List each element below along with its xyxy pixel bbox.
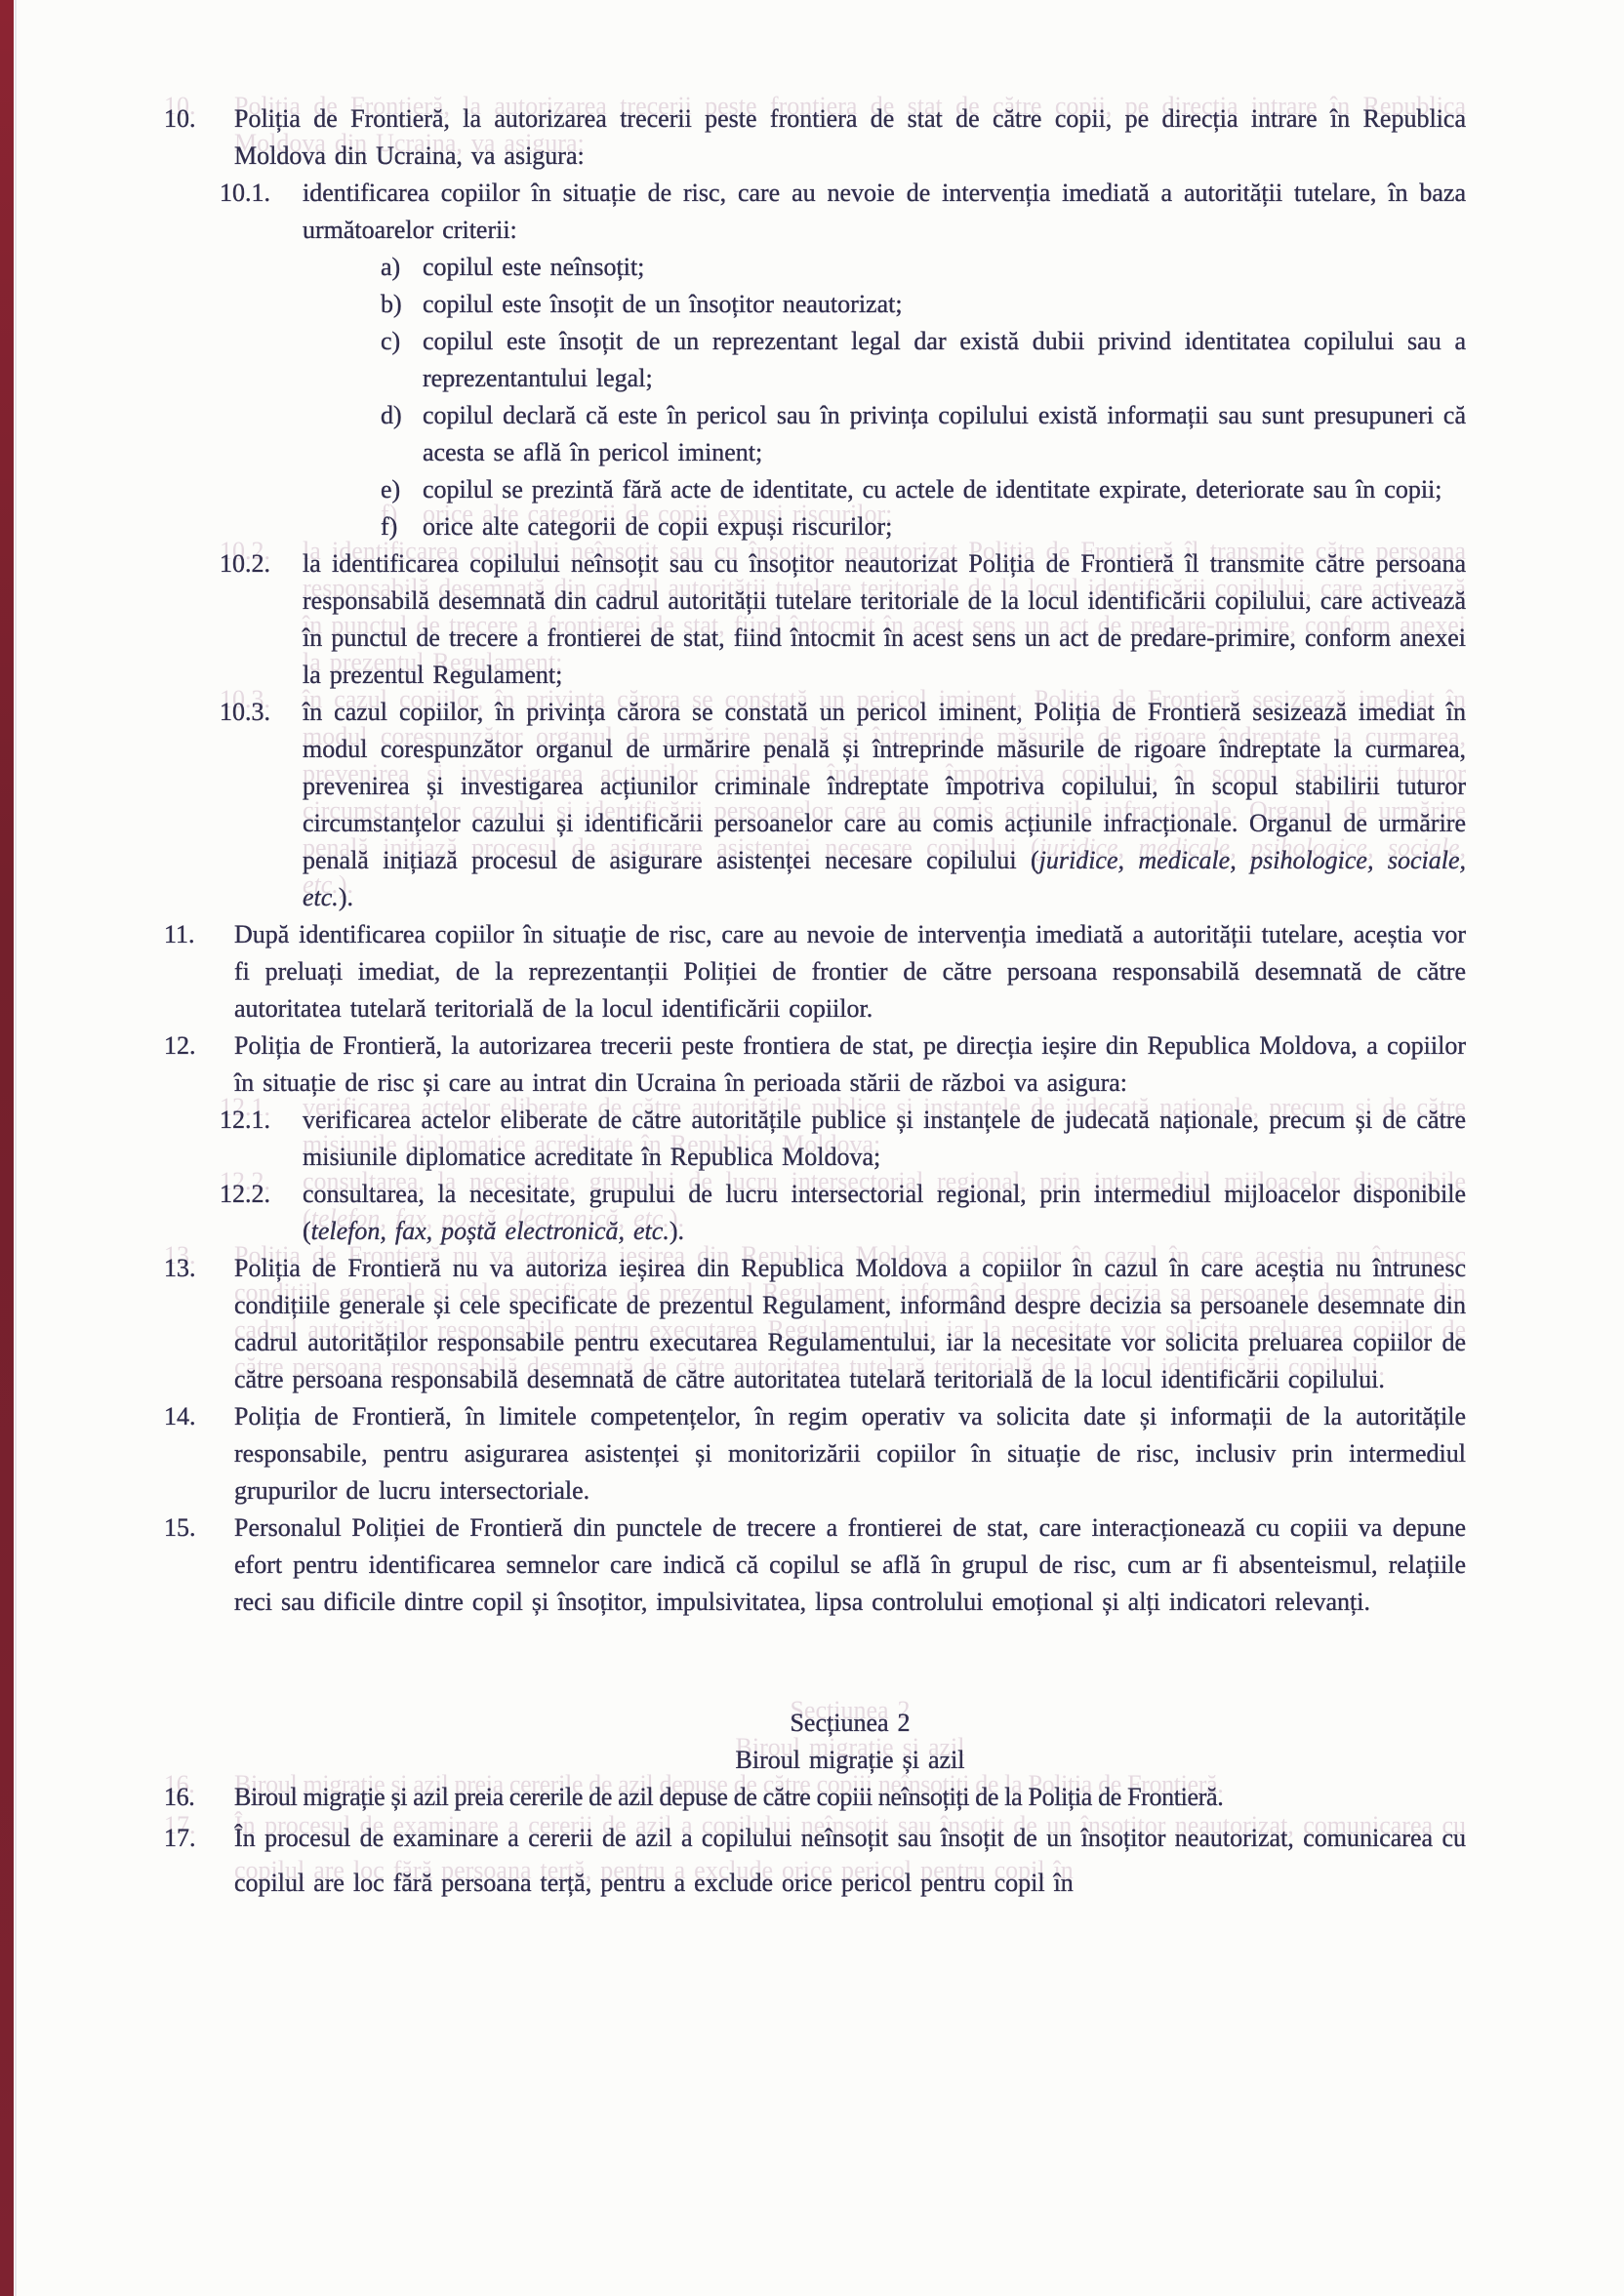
- list-item: [0, 508, 1624, 545]
- list-item: [0, 101, 1624, 175]
- item-text-part: consultarea, la necesitate, grupului de lucru intersectorial regional, prin intermediul mijloacelor disponibile (: [303, 1180, 1466, 1245]
- item-number: 16.: [164, 1783, 195, 1811]
- item-text-part: ).: [669, 1217, 684, 1245]
- item-text: verificarea actelor eliberate de către autoritățile publice și instanțele de judecată naționale, precum și de către misiunile diplomatice acreditate în Republica Moldova;: [303, 1106, 1466, 1171]
- item-number: b): [381, 290, 402, 318]
- item-number: 15.: [164, 1513, 196, 1542]
- item-text: copilul este neînsoțit;: [423, 253, 645, 281]
- item-number: 12.2.: [220, 1180, 270, 1208]
- item-text: Biroul migrație și azil preia cererile de azil depuse de către copiii neînsoțiți de la Poliția de Frontieră.: [234, 1783, 1224, 1811]
- item-text: Personalul Poliției de Frontieră din punctele de trecere a frontierei de stat, care interacționează cu copiii va depune efort pentru identificarea semnelor care indică că copilul se află în grupul de risc, cum ar fi absenteismul, relațiile reci sau dificile dintre copil și însoțitor, impulsivitatea, lipsa controlului emoțional și alți indicatori relevanți.: [234, 1513, 1466, 1616]
- list-item: [0, 1816, 1624, 1906]
- list-item: [0, 1176, 1624, 1250]
- item-text: Poliția de Frontieră nu va autoriza ieșirea din Republica Moldova a copiilor în cazul în care aceștia nu întrunesc condițiile generale și cele specificate de prezentul Regulament, informând despre decizia sa persoanele desemnate din cadrul autorităților responsabile pentru executarea Regulamentului, iar la necesitate vor solicita preluarea copiilor de către persoana responsabilă desemnată de către autoritatea tutelară teritorială de la locul identificării copilului.: [234, 1254, 1466, 1393]
- item-number: 10.1.: [220, 179, 270, 207]
- item-text: [303, 698, 1466, 911]
- item-text-part: în cazul copiilor, în privința cărora se constată un pericol iminent, Poliția de Frontieră sesizează imediat în modul corespunzător organul de urmărire penală și întreprinde măsurile de rigoare îndreptate la curmarea, prevenirea și investigarea acțiunilor criminale îndreptate împotriva copilului, în scopul stabilirii tuturor circumstanțelor cazului și identificării persoanelor care au comis acțiunile infracționale. Organul de urmărire penală inițiază procesul de asigurare asistenței necesare copilului (: [303, 698, 1466, 874]
- item-text: Poliția de Frontieră, în limitele competențelor, în regim operativ va solicita date și informații de la autoritățile responsabile, pentru asigurarea asistenței și monitorizării copiilor în situație de risc, inclusiv prin intermediul grupurilor de lucru intersectoriale.: [234, 1402, 1466, 1505]
- item-text: copilul declară că este în pericol sau în privința copilului există informații sau sunt presupuneri că acesta se află în pericol iminent;: [423, 401, 1466, 466]
- list-item: [0, 175, 1624, 249]
- list-item: [0, 694, 1624, 916]
- list-item: [0, 916, 1624, 1027]
- item-text: copilul este însoțit de un reprezentant legal dar există dubii privind identitatea copilului sau a reprezentantului legal;: [423, 327, 1466, 392]
- item-number: 12.: [164, 1031, 196, 1060]
- item-number: c): [381, 327, 401, 355]
- list-item: [0, 323, 1624, 397]
- list-item: [0, 1510, 1624, 1621]
- item-text: În procesul de examinare a cererii de azil a copilului neînsoțit sau însoțit de un însoțitor neautorizat, comunicarea cu copilul are loc fără persoana terță, pentru a exclude orice pericol pentru copil în: [234, 1824, 1466, 1897]
- item-text: [303, 1180, 1466, 1245]
- list-item: [0, 397, 1624, 471]
- list-item: [0, 1027, 1624, 1102]
- item-text: Poliția de Frontieră, la autorizarea trecerii peste frontiera de stat de către copii, pe direcția intrare în Republica Moldova din Ucraina, va asigura:: [234, 104, 1466, 170]
- item-text: copilul se prezintă fără acte de identitate, cu actele de identitate expirate, deteriorate sau în copii;: [423, 475, 1442, 504]
- list-item: [0, 1779, 1624, 1816]
- item-text-italic: juridice, medicale, psihologice, sociale, etc.: [303, 846, 1466, 911]
- item-number: a): [381, 253, 401, 281]
- item-number: f): [381, 512, 398, 541]
- item-number: 12.1.: [220, 1106, 270, 1134]
- item-number: 13.: [164, 1254, 196, 1282]
- item-text: identificarea copiilor în situație de risc, care au nevoie de intervenția imediată a autorității tutelare, în baza următoarelor criterii:: [303, 179, 1466, 244]
- list-item: [0, 1102, 1624, 1176]
- list-item: [0, 286, 1624, 323]
- list-item: [0, 1398, 1624, 1510]
- item-text: Poliția de Frontieră, la autorizarea trecerii peste frontiera de stat, pe direcția ieșire din Republica Moldova, a copiilor în situație de risc și care au intrat din Ucraina în perioada stării de război va asigura:: [234, 1031, 1466, 1097]
- item-text: la identificarea copilului neînsoțit sau cu însoțitor neautorizat Poliția de Frontieră îl transmite către persoana responsabilă desemnată din cadrul autorității tutelare teritoriale de la locul identificării copilului, care activează în punctul de trecere a frontierei de stat, fiind întocmit în acest sens un act de predare-primire, conform anexei la prezentul Regulament;: [303, 549, 1466, 689]
- regulation-list: [0, 101, 1624, 1906]
- item-text: După identificarea copiilor în situație de risc, care au nevoie de intervenția imediată a autorității tutelare, aceștia vor fi preluați imediat, de la reprezentanții Poliției de frontier de către persoana responsabilă desemnată de către autoritatea tutelară teritorială de la locul identificării copiilor.: [234, 920, 1466, 1023]
- list-item: [0, 545, 1624, 694]
- section-heading: Secțiunea 2: [790, 1709, 911, 1737]
- item-text-part: ).: [338, 883, 353, 911]
- item-number: 17.: [164, 1824, 196, 1852]
- item-number: d): [381, 401, 402, 429]
- section-heading: Biroul migrație și azil: [735, 1746, 965, 1774]
- item-number: 10.3.: [220, 698, 270, 726]
- item-text-italic: telefon, fax, poștă electronică, etc.: [310, 1217, 670, 1245]
- item-text: orice alte categorii de copii expuși riscurilor;: [423, 512, 893, 541]
- item-number: e): [381, 475, 401, 504]
- item-text: copilul este însoțit de un însoțitor neautorizat;: [423, 290, 903, 318]
- item-number: 11.: [164, 920, 195, 948]
- item-number: 10.2.: [220, 549, 270, 578]
- list-item: [0, 471, 1624, 508]
- item-number: 10.: [164, 104, 196, 133]
- list-item: [0, 1250, 1624, 1398]
- item-number: 14.: [164, 1402, 196, 1430]
- list-item: [0, 249, 1624, 286]
